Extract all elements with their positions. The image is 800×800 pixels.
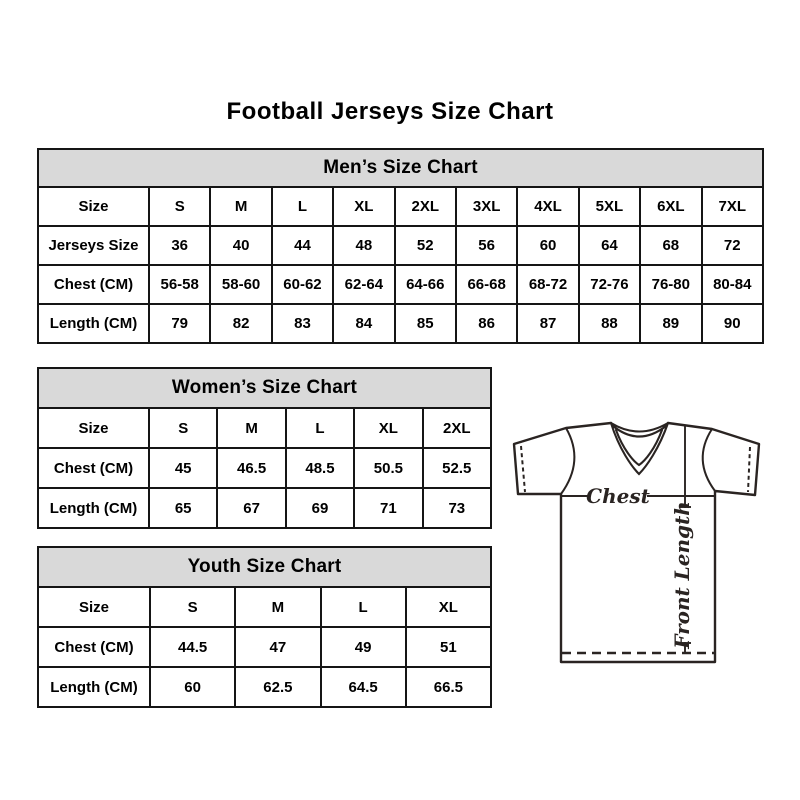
table-cell: 60: [150, 667, 235, 707]
right-armhole-seam: [703, 429, 715, 491]
section-header-row: [38, 149, 763, 187]
left-cuff-stitch: [521, 446, 525, 492]
section-title: Men’s Size Chart: [38, 149, 763, 187]
chest-label: Chest: [586, 484, 650, 508]
table-cell: 82: [210, 304, 271, 343]
row-label: Size: [38, 587, 150, 627]
row-label: Length (CM): [38, 488, 149, 528]
table-cell: 47: [235, 627, 320, 667]
jersey-outline-icon: [514, 423, 759, 662]
youth-size-table: [37, 546, 492, 708]
table-cell: 44.5: [150, 627, 235, 667]
table-cell: 64-66: [395, 265, 456, 304]
table-cell: 86: [456, 304, 517, 343]
row-label: Chest (CM): [38, 265, 149, 304]
table-cell: 69: [286, 488, 354, 528]
table-cell: 62-64: [333, 265, 394, 304]
womens-size-table: [37, 367, 492, 529]
table-cell: 89: [640, 304, 701, 343]
table-row: [38, 448, 491, 488]
table-row: [38, 187, 763, 226]
table-cell: 56-58: [149, 265, 210, 304]
table-cell: XL: [354, 408, 422, 448]
table-cell: 72: [702, 226, 763, 265]
table-cell: 60: [517, 226, 578, 265]
table-cell: 2XL: [423, 408, 491, 448]
page-title: Football Jerseys Size Chart: [226, 98, 554, 125]
table-row: [38, 226, 763, 265]
table-cell: S: [149, 187, 210, 226]
section-title: Youth Size Chart: [38, 547, 491, 587]
table-cell: 2XL: [395, 187, 456, 226]
table-cell: 52: [395, 226, 456, 265]
row-label: Chest (CM): [38, 448, 149, 488]
table-cell: 73: [423, 488, 491, 528]
table-cell: 46.5: [217, 448, 285, 488]
table-cell: 79: [149, 304, 210, 343]
table-cell: 65: [149, 488, 217, 528]
row-label: Jerseys Size: [38, 226, 149, 265]
table-cell: 5XL: [579, 187, 640, 226]
table-cell: 56: [456, 226, 517, 265]
table-cell: 80-84: [702, 265, 763, 304]
table-cell: 48.5: [286, 448, 354, 488]
table-cell: 88: [579, 304, 640, 343]
table-row: [38, 587, 491, 627]
table-cell: 85: [395, 304, 456, 343]
row-label: Size: [38, 187, 149, 226]
table-cell: XL: [333, 187, 394, 226]
table-row: [38, 408, 491, 448]
table-row: [38, 265, 763, 304]
table-cell: L: [321, 587, 406, 627]
table-cell: XL: [406, 587, 491, 627]
table-cell: 3XL: [456, 187, 517, 226]
table-cell: S: [149, 408, 217, 448]
table-cell: 83: [272, 304, 333, 343]
table-cell: 67: [217, 488, 285, 528]
table-cell: 58-60: [210, 265, 271, 304]
table-cell: 45: [149, 448, 217, 488]
jersey-measurement-diagram: [505, 415, 770, 670]
table-cell: 68-72: [517, 265, 578, 304]
table-cell: L: [286, 408, 354, 448]
section-header-row: [38, 368, 491, 408]
table-cell: 4XL: [517, 187, 578, 226]
table-cell: 52.5: [423, 448, 491, 488]
table-cell: 72-76: [579, 265, 640, 304]
table-cell: 49: [321, 627, 406, 667]
table-cell: M: [210, 187, 271, 226]
right-cuff-stitch: [748, 447, 750, 492]
row-label: Length (CM): [38, 304, 149, 343]
table-cell: M: [217, 408, 285, 448]
table-cell: 60-62: [272, 265, 333, 304]
section-header-row: [38, 547, 491, 587]
row-label: Size: [38, 408, 149, 448]
table-cell: 66-68: [456, 265, 517, 304]
table-cell: 84: [333, 304, 394, 343]
left-armhole-seam: [561, 428, 574, 494]
table-cell: 62.5: [235, 667, 320, 707]
table-cell: 51: [406, 627, 491, 667]
table-row: [38, 667, 491, 707]
table-cell: 44: [272, 226, 333, 265]
table-cell: S: [150, 587, 235, 627]
table-cell: 48: [333, 226, 394, 265]
table-cell: 90: [702, 304, 763, 343]
table-cell: 7XL: [702, 187, 763, 226]
table-row: [38, 488, 491, 528]
table-cell: 87: [517, 304, 578, 343]
collar-icon: [611, 423, 668, 474]
table-row: [38, 627, 491, 667]
table-cell: 6XL: [640, 187, 701, 226]
row-label: Length (CM): [38, 667, 150, 707]
table-cell: 76-80: [640, 265, 701, 304]
row-label: Chest (CM): [38, 627, 150, 667]
table-cell: M: [235, 587, 320, 627]
table-cell: 50.5: [354, 448, 422, 488]
table-cell: L: [272, 187, 333, 226]
table-cell: 71: [354, 488, 422, 528]
mens-size-table: [37, 148, 764, 344]
section-title: Women’s Size Chart: [38, 368, 491, 408]
table-cell: 64: [579, 226, 640, 265]
table-cell: 68: [640, 226, 701, 265]
table-cell: 40: [210, 226, 271, 265]
table-cell: 64.5: [321, 667, 406, 707]
table-row: [38, 304, 763, 343]
table-cell: 66.5: [406, 667, 491, 707]
table-cell: 36: [149, 226, 210, 265]
front-length-label: Front Length: [670, 501, 694, 649]
